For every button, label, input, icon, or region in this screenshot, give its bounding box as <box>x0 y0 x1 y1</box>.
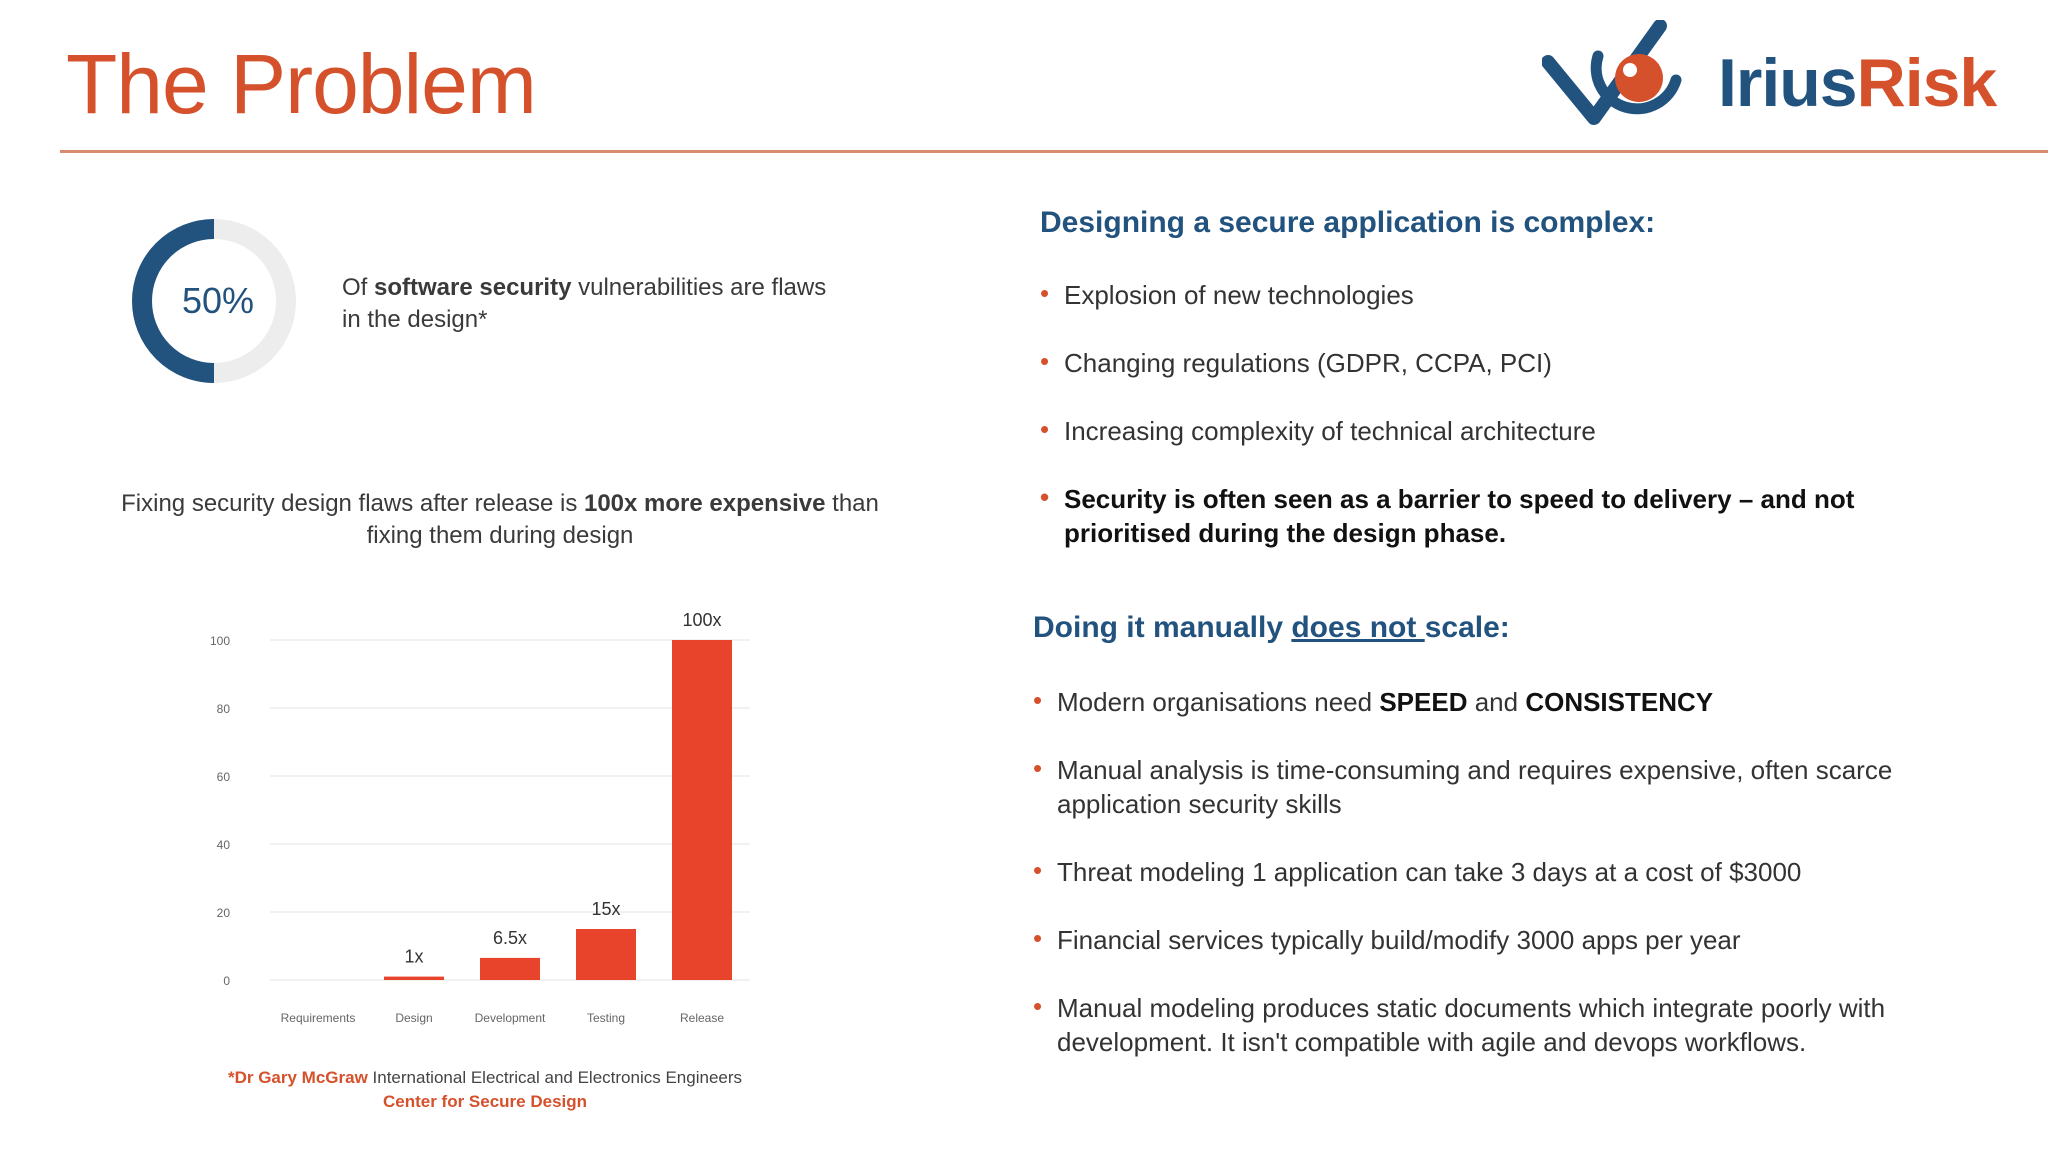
footnote-author: *Dr Gary McGraw <box>227 1068 368 1087</box>
footnote-org: International Electrical and Electronics Engineers <box>367 1068 743 1087</box>
chart-footnote <box>140 1066 830 1114</box>
data-label: 15x <box>591 899 621 919</box>
y-tick-label: 80 <box>216 702 230 716</box>
stat-text-post: vulnerabilities are flaws in the design* <box>342 274 827 333</box>
cost-bar-chart <box>200 590 760 1030</box>
title-divider <box>60 150 2048 153</box>
chart-bars <box>384 640 732 980</box>
chart-caption-bold: 100x more expensive <box>583 490 826 517</box>
brand-name-part-a: Irius <box>1718 45 1857 121</box>
list-item: • Manual analysis is time-consuming and requires expensive, often scarce application security skills <box>1033 753 1983 821</box>
y-tick-label: 60 <box>216 770 230 784</box>
x-tick-label: Development <box>474 1011 546 1025</box>
section-manual-title-underline: does not <box>1291 611 1425 644</box>
chart-x-ticks <box>281 1011 725 1025</box>
stat-description <box>342 272 832 336</box>
bar <box>672 640 732 980</box>
list-item: • Financial services typically build/modify 3000 apps per year <box>1033 923 1983 957</box>
x-tick-label: Testing <box>586 1011 626 1025</box>
list-item <box>1033 685 1983 719</box>
chart-y-ticks <box>210 634 230 988</box>
x-tick-label: Design <box>395 1011 433 1025</box>
item-text: and <box>1467 687 1526 717</box>
y-tick-label: 0 <box>223 974 230 988</box>
list-item: • Manual modeling produces static documents which integrate poorly with development. It isn't compatible with agile and devops workflows. <box>1033 991 1983 1059</box>
slide-title: The Problem <box>66 37 536 131</box>
brand-name-part-b: Risk <box>1856 45 1997 121</box>
bar <box>384 977 444 980</box>
list-item: • Changing regulations (GDPR, CCPA, PCI) <box>1040 346 1940 380</box>
chart-caption-post: than fixing them during design <box>366 490 879 549</box>
y-tick-label: 20 <box>216 906 230 920</box>
section-manual-title <box>1033 611 1510 645</box>
stat-text-pre: Of <box>342 274 375 301</box>
footnote-line2: Center for Secure Design <box>382 1092 588 1111</box>
data-label: 6.5x <box>492 927 528 948</box>
item-bold: CONSISTENCY <box>1525 687 1714 717</box>
chart-caption-pre: Fixing security design flaws after release is <box>121 490 584 517</box>
donut-percent-label: 50% <box>181 280 255 321</box>
data-label: 1x <box>404 946 424 967</box>
list-item: • Explosion of new technologies <box>1040 278 1940 312</box>
section-complex-title: Designing a secure application is complex: <box>1040 206 1656 239</box>
list-item: • Security is often seen as a barrier to speed to delivery – and not prioritised during the design phase. <box>1040 482 1940 550</box>
list-item: • Increasing complexity of technical architecture <box>1040 414 1940 448</box>
bar <box>480 958 540 980</box>
item-text: Modern organisations need <box>1057 687 1380 717</box>
section-manual-title-post: scale: <box>1424 611 1510 644</box>
item-bold: SPEED <box>1379 687 1468 717</box>
y-tick-label: 100 <box>209 634 230 648</box>
section-manual-list <box>1033 685 1983 1059</box>
bar <box>576 929 636 980</box>
percent-donut <box>128 215 300 387</box>
list-item: • Threat modeling 1 application can take 3 days at a cost of $3000 <box>1033 855 1983 889</box>
section-manual-title-pre: Doing it manually <box>1033 611 1292 644</box>
y-tick-label: 40 <box>216 838 230 852</box>
x-tick-label: Release <box>679 1011 725 1025</box>
x-tick-label: Requirements <box>280 1011 356 1025</box>
brand-name <box>1718 44 1996 122</box>
chart-caption <box>100 488 900 552</box>
eye-check-icon <box>1548 26 1676 118</box>
stat-text-bold: software security <box>374 274 572 301</box>
section-complex-list <box>1040 278 1940 550</box>
data-label: 100x <box>682 610 722 630</box>
